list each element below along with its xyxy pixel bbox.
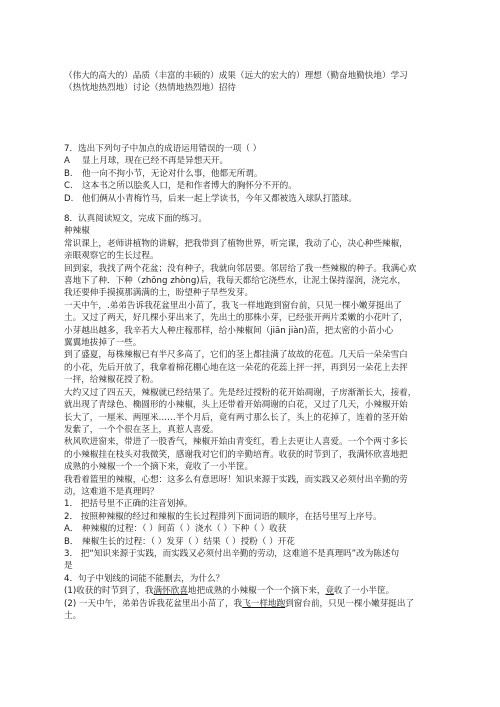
sub-question-3-answer: 是 (64, 561, 73, 572)
option-d (64, 193, 464, 205)
option-a (64, 155, 464, 167)
option-text: 他一向不拘小节，无论对什么事，他都无所谓。 (82, 168, 263, 179)
sentence-part: (1)收获的时节到了，我 (64, 586, 154, 597)
story-line: 小芽越出越多，我辛若大人种庄稼那样，给小辣椒间（jiān jiàn)苗，把太密的小苗小心 (64, 325, 394, 336)
story-line: 亲眼观察它的生长过程。 (64, 251, 159, 262)
story-line: 动，这难道不是真理吗？ (64, 486, 159, 497)
option-b (64, 168, 464, 180)
sentence-part: 地把成熟的小辣椒一个一个摘下来， (187, 586, 326, 597)
story-line: 大约又过了四五天，辣椒就已经结果了。先是经过授粉的花开始凋谢，子房渐渐长大，接着， (64, 387, 417, 398)
option-text: 他们俩从小青梅竹马，后来一起上学读书，今年又都被选入球队打篮球。 (82, 193, 358, 204)
story-line: 回到家，我找了两个花盆；没有种子，我就向邻居要。邻居给了我一些辣椒的种子。我满心欢 (64, 263, 417, 274)
story-line: 的小花，先后开放了，我拿着棉花棚心地在这一朵花的花蕊上抨一抨，再到另一朵花上去抨 (64, 362, 408, 373)
row-key: A． (64, 524, 79, 535)
sentence-part: 收了一小半筐。 (334, 586, 395, 597)
option-key: D. (64, 193, 74, 204)
story-line: 成熟的小辣椒一个一个摘下来，竟收了一小半筐。 (64, 462, 254, 473)
story-line: 翼翼地拔掉了一些。 (64, 338, 142, 349)
sub-question-3: 3． 把“知识来源于实践，而实践又必须付出辛勤的劳动，这难道不是真理吗”改为陈述句 (64, 548, 400, 559)
option-key: A (64, 156, 70, 167)
sentence-part: 到窗台前，只见一棵小嫩芽挺出了 (285, 598, 415, 609)
option-key: C. (64, 181, 73, 192)
option-key: B. (64, 168, 73, 179)
option-text: 这本书之所以脍炙人口，是和作者博大的胸怀分不开的。 (82, 181, 297, 192)
story-line: 到了盛夏，每株辣椒已有半尺多高了，它们的茎上都挂满了故故的花苞。几天后一朵朵雪白 (64, 350, 408, 361)
story-line: 常识课上，老师讲植物的讲解，把我带到了植物世界，听完课，我动了心，决心种些辣椒， (64, 238, 408, 249)
story-line: 长大了，一厘米、两厘米……半个月后，竟有两寸那么长了，头上的花掉了，连着的茎开始 (64, 412, 408, 423)
row-text: 辣椒生长的过程：（ ）发芽（ ）结果（ ）授粉（ ）开花 (82, 536, 295, 547)
order-row-a (64, 523, 464, 535)
question-8-title: 8．认真阅读短文，完成下面的练习。 (64, 214, 207, 224)
word-choice-line: （热忱地热烈地）讨论（热情地热烈地）招待 (64, 83, 236, 94)
question-7-title: 7．选出下列句子中加点的成语运用错误的一项（ ） (64, 144, 262, 154)
row-text: 种辣椒的过程：（ ）间苗（ ）浇水（ ）下种（ ）收获 (82, 524, 287, 535)
sub-question-1: 1． 把括号里不正确的注音划掉。 (64, 499, 193, 510)
question-8 (64, 213, 464, 622)
sub-question-4-item-1 (64, 585, 464, 597)
story-line: 一抨，给辣椒花授了粉。 (64, 375, 159, 386)
option-text: 显上月球，现在已经不再是异想天开。 (82, 156, 229, 167)
story-line: 就出现了青绿色、椭圆形的小辣椒，头上还带着开始凋谢的白花，又过了几天，小辣椒开始 (64, 400, 408, 411)
story-line: 秋风吹进窗来，带进了一股香气，辣椒开始由青变红，看上去更让人喜爱。一个个两寸多长 (64, 437, 408, 448)
story-line: 我看着篮里的辣椒，心想：这多么有意思呀！知识来源于实践，而实践又必须付出辛勤的劳 (64, 474, 408, 485)
word-choice-block (64, 70, 464, 95)
question-7 (64, 143, 464, 205)
underlined-word: 满怀欣喜 (153, 586, 188, 597)
option-c (64, 180, 464, 192)
sub-question-2: 2． 按照种辣椒的经过和辣椒的生长过程排列下面词语的顺序，在括号里写上序号。 (64, 511, 382, 522)
story-line: 一天中午，.弟弟告诉我花盆里出小苗了，我飞一样地跑到窗台前，只见一棵小嫩芽挺出了 (64, 300, 402, 311)
word-choice-line: （伟大的高大的）品质（丰富的丰硕的）成果（远大的宏大的）理想（勤奋地勤快地）学习 (64, 71, 408, 81)
story-line: 发紫了，一个个很在茎上，真惹人喜爱。 (64, 424, 219, 435)
story-line: 土。又过了两天，好几棵小芽出来了，先出土的那株小芽，已经张开两片柔嫩的小花叶了， (64, 313, 408, 324)
row-key: B． (64, 536, 79, 547)
story-title: 种辣椒 (64, 226, 90, 237)
story-line: 喜地下了种．下种（zhōng zhòng)后，我每天都给它浇些水，让泥土保持湿润，浇完水， (64, 276, 406, 287)
order-row-b (64, 536, 464, 548)
sentence-part: (2) 一天中午，弟弟告诉我花盆里出小苗了，我 (64, 598, 243, 609)
underlined-word: 竟 (325, 586, 335, 597)
story-line: 我还要伸手摸摸那满满的土，盼望种子早些发芽。 (64, 288, 254, 299)
story-line: 的小辣椒挂在枝头对我微笑，感谢我对它们的辛勤培育。收获的时节到了，我满怀欣喜地把 (64, 449, 408, 460)
sub-question-4: 4．句子中划线的词能不能删去，为什么？ (64, 573, 225, 584)
sub-question-4-item-2 (64, 598, 464, 610)
sub-question-4-item-2-tail: 土。 (64, 611, 82, 621)
underlined-word: 飞一样地跑 (242, 598, 286, 609)
